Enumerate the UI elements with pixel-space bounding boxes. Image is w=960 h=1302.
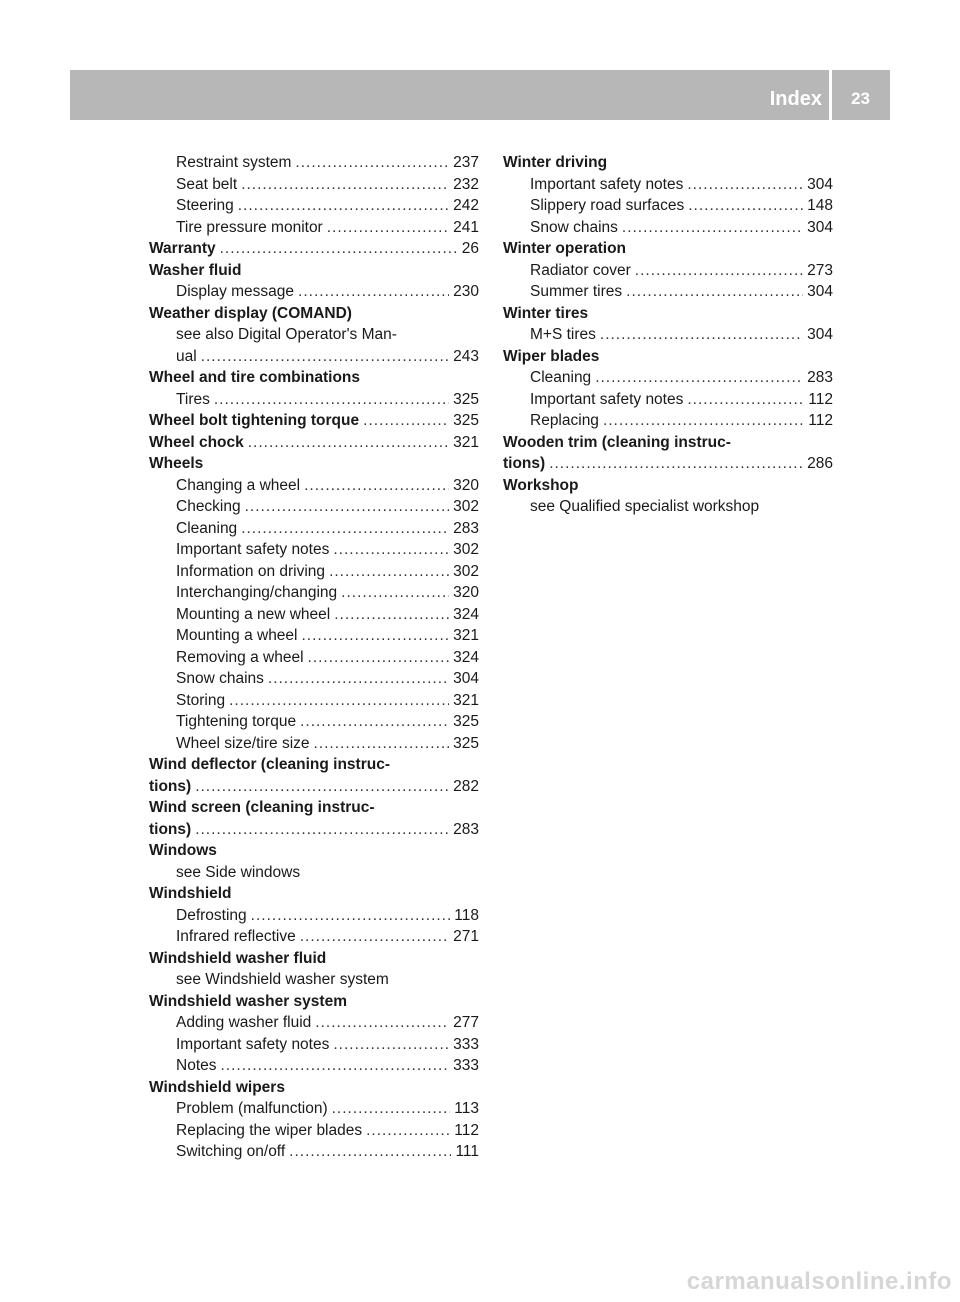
entry-text: M+S tires <box>530 326 596 343</box>
entry-text: Mounting a new wheel <box>176 605 331 623</box>
entry-text: Tightening torque <box>176 713 297 730</box>
entry-text: Wheel chock <box>149 433 244 451</box>
index-entry <box>149 690 479 712</box>
dot-leader <box>603 410 804 432</box>
dot-leader <box>315 1012 449 1034</box>
page-ref[interactable]: 333 <box>453 1057 479 1074</box>
index-heading <box>149 840 479 862</box>
entry-text: Mounting a wheel <box>176 627 298 644</box>
page-ref[interactable]: 286 <box>807 455 833 472</box>
page-ref[interactable]: 273 <box>807 261 833 279</box>
index-entry <box>503 496 833 518</box>
index-entry <box>149 324 479 346</box>
index-entry <box>503 174 833 196</box>
index-entry <box>149 647 479 669</box>
entry-text: see also Digital Operator's Man- <box>176 326 397 343</box>
entry-text: Summer tires <box>530 283 623 300</box>
entry-text: Restraint system <box>176 154 292 171</box>
page-ref[interactable]: 230 <box>453 283 479 300</box>
entry-text: Important safety notes <box>530 175 684 193</box>
dot-leader <box>302 625 450 647</box>
entry-text: tions) <box>149 820 192 838</box>
index-entry <box>149 711 479 733</box>
index-heading <box>149 754 479 776</box>
entry-text: Winter tires <box>503 304 589 322</box>
page-ref[interactable]: 112 <box>808 390 833 408</box>
dot-leader <box>241 174 449 196</box>
entry-text: Windshield <box>149 885 232 902</box>
watermark: carmanualsonline.info <box>686 1268 952 1295</box>
index-heading <box>149 883 479 905</box>
entry-text: Adding washer fluid <box>176 1014 312 1031</box>
index-heading <box>503 238 833 260</box>
dot-leader <box>195 776 449 798</box>
entry-text: Changing a wheel <box>176 476 301 494</box>
dot-leader <box>333 539 449 561</box>
dot-leader <box>295 152 449 174</box>
index-entry <box>503 260 833 282</box>
entry-text: Tire pressure monitor <box>176 218 323 236</box>
dot-leader <box>687 389 804 411</box>
entry-text: see Windshield washer system <box>176 971 389 988</box>
page-ref[interactable]: 304 <box>453 670 479 687</box>
page-ref[interactable]: 320 <box>453 476 479 494</box>
dot-leader <box>333 1034 449 1056</box>
dot-leader <box>549 453 803 475</box>
entry-text: Seat belt <box>176 175 238 193</box>
page-ref[interactable]: 283 <box>453 519 479 537</box>
page-ref[interactable]: 320 <box>453 584 479 601</box>
dot-leader <box>300 711 449 733</box>
index-entry <box>149 969 479 991</box>
entry-text: tions) <box>149 777 192 795</box>
index-heading <box>149 432 479 454</box>
entry-text: Checking <box>176 498 241 515</box>
index-heading <box>149 776 479 798</box>
entry-text: Wind screen (cleaning instruc- <box>149 799 375 816</box>
page-ref[interactable]: 321 <box>453 691 479 709</box>
index-heading <box>149 1077 479 1099</box>
dot-leader <box>329 561 449 583</box>
entry-text: Interchanging/changing <box>176 584 338 601</box>
page-ref[interactable]: 118 <box>454 906 479 924</box>
index-heading <box>503 303 833 325</box>
index-entry <box>149 862 479 884</box>
page-ref[interactable]: 283 <box>807 369 833 386</box>
entry-text: Workshop <box>503 476 579 494</box>
index-entry <box>149 281 479 303</box>
page-ref[interactable]: 112 <box>808 412 833 429</box>
entry-text: Winter operation <box>503 240 627 257</box>
index-column-left <box>149 152 479 1163</box>
page-ref[interactable]: 304 <box>807 175 833 193</box>
dot-leader <box>341 582 449 604</box>
index-heading <box>149 238 479 260</box>
entry-text: Information on driving <box>176 562 326 580</box>
entry-text: Windshield washer fluid <box>149 949 327 967</box>
index-entry <box>503 324 833 346</box>
index-entry <box>149 582 479 604</box>
index-heading <box>503 432 833 454</box>
entry-text: Wooden trim (cleaning instruc- <box>503 433 731 451</box>
page-ref[interactable]: 232 <box>453 175 479 193</box>
index-entry <box>149 1012 479 1034</box>
index-entry <box>149 625 479 647</box>
page-ref[interactable]: 333 <box>453 1035 479 1053</box>
entry-text: Replacing the wiper blades <box>176 1121 363 1139</box>
entry-text: Warranty <box>149 240 216 257</box>
page-number: 23 <box>851 89 870 108</box>
index-entry <box>503 281 833 303</box>
index-entry <box>149 389 479 411</box>
index-entry <box>149 346 479 368</box>
index-heading <box>149 453 479 475</box>
index-entry <box>149 1098 479 1120</box>
index-entry <box>149 475 479 497</box>
dot-leader <box>289 1141 451 1163</box>
dot-leader <box>595 367 803 389</box>
dot-leader <box>251 905 451 927</box>
entry-text: Wheel bolt tightening torque <box>149 412 360 429</box>
page-ref[interactable]: 304 <box>807 283 833 300</box>
entry-text: Steering <box>176 197 234 214</box>
dot-leader <box>363 410 449 432</box>
page-ref[interactable]: 302 <box>453 541 479 558</box>
index-entry <box>149 539 479 561</box>
page-ref[interactable]: 113 <box>454 1100 479 1117</box>
dot-leader <box>214 389 449 411</box>
index-entry <box>503 367 833 389</box>
index-column-right <box>503 152 833 518</box>
entry-text: Display message <box>176 283 295 300</box>
index-entry <box>149 905 479 927</box>
page-ref[interactable]: 283 <box>453 820 479 838</box>
index-heading <box>149 797 479 819</box>
page-ref[interactable]: 321 <box>453 627 479 644</box>
page-ref[interactable]: 271 <box>453 928 479 945</box>
dot-leader <box>626 281 803 303</box>
entry-text: Cleaning <box>176 519 238 537</box>
entry-text: Switching on/off <box>176 1143 286 1160</box>
page-ref[interactable]: 243 <box>453 347 479 365</box>
entry-text: Wind deflector (cleaning instruc- <box>149 756 390 773</box>
dot-leader <box>238 195 449 217</box>
index-heading <box>149 991 479 1013</box>
dot-leader <box>314 733 450 755</box>
index-entry <box>503 410 833 432</box>
entry-text: Winter driving <box>503 154 608 171</box>
page-ref[interactable]: 277 <box>453 1014 479 1031</box>
page-ref[interactable]: 282 <box>453 777 479 795</box>
entry-text: see Qualified specialist workshop <box>530 498 760 515</box>
entry-text: Windshield wipers <box>149 1078 285 1096</box>
dot-leader <box>600 324 803 346</box>
index-entry <box>503 217 833 239</box>
dot-leader <box>366 1120 450 1142</box>
entry-text: Storing <box>176 691 226 709</box>
page-ref[interactable]: 148 <box>807 197 833 214</box>
dot-leader <box>635 260 803 282</box>
index-entry <box>149 1034 479 1056</box>
dot-leader <box>304 475 449 497</box>
index-entry <box>149 926 479 948</box>
entry-text: see Side windows <box>176 863 301 881</box>
page-ref[interactable]: 302 <box>453 498 479 515</box>
index-heading <box>503 152 833 174</box>
dot-leader <box>300 926 449 948</box>
section-title: Index <box>769 88 822 110</box>
dot-leader <box>308 647 450 669</box>
dot-leader <box>298 281 449 303</box>
index-entry <box>149 195 479 217</box>
page-ref[interactable]: 241 <box>453 218 479 236</box>
dot-leader <box>327 217 449 239</box>
index-heading <box>149 819 479 841</box>
entry-text: Cleaning <box>530 369 592 386</box>
dot-leader <box>220 238 458 260</box>
entry-text: Defrosting <box>176 906 247 924</box>
page-ref[interactable]: 321 <box>453 433 479 451</box>
dot-leader <box>245 496 450 518</box>
entry-text: Snow chains <box>530 218 618 236</box>
entry-text: Important safety notes <box>176 541 330 558</box>
page-ref[interactable]: 324 <box>453 648 479 666</box>
dot-leader <box>334 604 449 626</box>
index-entry <box>149 174 479 196</box>
entry-text: Removing a wheel <box>176 648 304 666</box>
index-heading <box>149 303 479 325</box>
page-ref[interactable]: 112 <box>454 1121 479 1139</box>
index-entry <box>149 733 479 755</box>
header-divider <box>829 70 832 120</box>
page-ref[interactable]: 304 <box>807 218 833 236</box>
index-entry <box>149 604 479 626</box>
dot-leader <box>622 217 803 239</box>
dot-leader <box>248 432 449 454</box>
entry-text: Wheel and tire combinations <box>149 369 360 386</box>
page-ref[interactable]: 325 <box>453 390 479 408</box>
dot-leader <box>688 195 803 217</box>
page-ref[interactable]: 304 <box>807 326 833 343</box>
index-entry <box>149 1141 479 1163</box>
entry-text: Notes <box>176 1057 217 1074</box>
entry-text: Washer fluid <box>149 261 242 279</box>
entry-text: Radiator cover <box>530 261 631 279</box>
page-ref[interactable]: 302 <box>453 562 479 580</box>
dot-leader <box>332 1098 451 1120</box>
entry-text: Wheels <box>149 455 204 472</box>
entry-text: Important safety notes <box>176 1035 330 1053</box>
entry-text: Replacing <box>530 412 599 429</box>
entry-text: Slippery road surfaces <box>530 197 685 214</box>
page-ref[interactable]: 325 <box>453 713 479 730</box>
dot-leader <box>201 346 449 368</box>
entry-text: Windshield washer system <box>149 992 347 1010</box>
page-ref[interactable]: 325 <box>453 734 479 752</box>
index-heading <box>503 346 833 368</box>
dot-leader <box>229 690 449 712</box>
page-ref[interactable]: 111 <box>455 1143 479 1160</box>
entry-text: Wheel size/tire size <box>176 734 310 752</box>
index-heading <box>149 367 479 389</box>
index-heading <box>503 475 833 497</box>
index-heading <box>503 453 833 475</box>
dot-leader <box>221 1055 450 1077</box>
index-heading <box>149 948 479 970</box>
page-ref[interactable]: 325 <box>453 412 479 429</box>
index-entry <box>149 496 479 518</box>
entry-text: Important safety notes <box>530 390 684 408</box>
index-entry <box>149 152 479 174</box>
entry-text: Weather display (COMAND) <box>149 304 352 322</box>
header-bar <box>70 70 890 120</box>
index-heading <box>149 410 479 432</box>
index-entry <box>149 668 479 690</box>
index-entry <box>149 217 479 239</box>
page-ref[interactable]: 26 <box>461 240 479 257</box>
page-ref[interactable]: 237 <box>453 154 479 171</box>
dot-leader <box>195 819 449 841</box>
page-ref[interactable]: 324 <box>453 605 479 623</box>
index-entry <box>503 389 833 411</box>
dot-leader <box>687 174 803 196</box>
index-entry <box>149 1120 479 1142</box>
entry-text: Wiper blades <box>503 347 600 365</box>
index-entry <box>149 1055 479 1077</box>
entry-text: ual <box>176 347 197 365</box>
entry-text: Snow chains <box>176 670 264 687</box>
dot-leader <box>268 668 449 690</box>
entry-text: Windows <box>149 842 217 859</box>
index-entry <box>149 518 479 540</box>
entry-text: Tires <box>176 390 210 408</box>
page-ref[interactable]: 242 <box>453 197 479 214</box>
entry-text: Problem (malfunction) <box>176 1100 328 1117</box>
dot-leader <box>241 518 449 540</box>
index-entry <box>503 195 833 217</box>
index-entry <box>149 561 479 583</box>
index-heading <box>149 260 479 282</box>
entry-text: tions) <box>503 455 546 472</box>
entry-text: Infrared reflective <box>176 928 296 945</box>
